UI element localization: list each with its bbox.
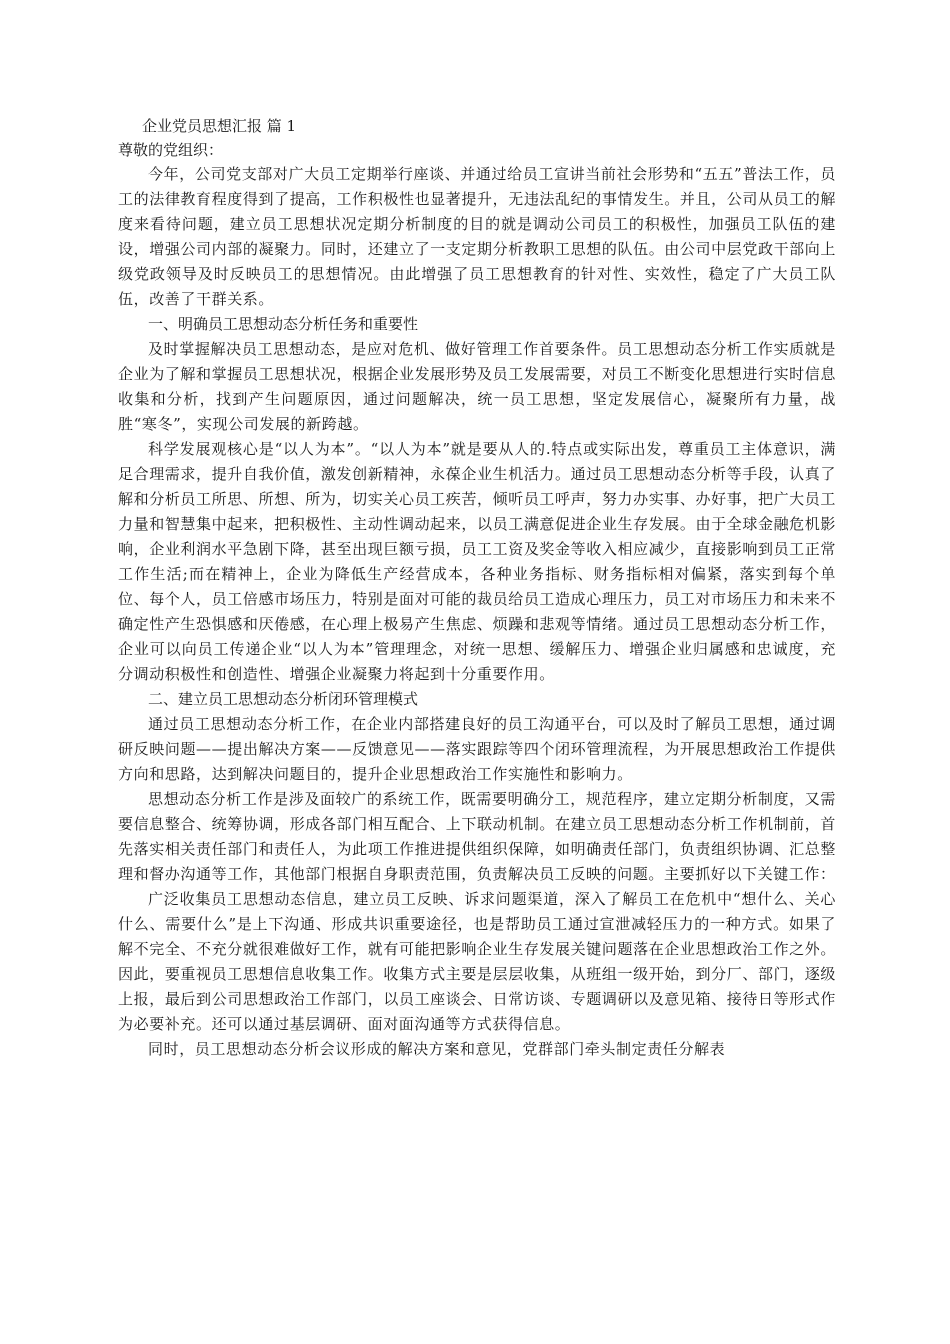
document-title: 企业党员思想汇报 篇 1 xyxy=(142,117,297,135)
paragraph-2-3: 广泛收集员工思想动态信息，建立员工反映、诉求问题渠道，深入了解员工在危机中“想什么、关心什么、需要什么”是上下沟通、形成共识重要途径，也是帮助员工通过宣泄减轻压力的一种方式。如果了解不完全、不充分就很难做好工作，就有可能把影响企业生存发展关键问题落在企业思想政治工作之外。因此，要重视员工思想信息收集工作。收集方式主要是层层收集，从班组一级开始，到分厂、部门，逐级上报，最后到公司思想政治工作部门，以员工座谈会、日常访谈、专题调研以及意见箱、接待日等形式作为必要补充。还可以通过基层调研、面对面沟通等方式获得信息。 xyxy=(118,890,836,1033)
paragraph-2-4: 同时，员工思想动态分析会议形成的解决方案和意见，党群部门牵头制定责任分解表 xyxy=(148,1040,726,1058)
section-heading-1: 一、明确员工思想动态分析任务和重要性 xyxy=(148,315,419,333)
paragraph-1-1: 及时掌握解决员工思想动态，是应对危机、做好管理工作首要条件。员工思想动态分析工作实质就是企业为了解和掌握员工思想状况，根据企业发展形势及员工发展需要，对员工不断变化思想进行实时信息收集和分析，找到产生问题原因，通过问题解决，统一员工思想，坚定发展信心，凝聚所有力量，战胜“寒冬”，实现公司发展的新跨越。 xyxy=(118,340,836,433)
paragraph-1-2: 科学发展观核心是“以人为本”。“以人为本”就是要从人的.特点或实际出发，尊重员工主体意识，满足合理需求，提升自我价值，激发创新精神，永葆企业生机活力。通过员工思想动态分析等手段，认真了解和分析员工所思、所想、所为，切实关心员工疾苦，倾听员工呼声，努力办实事、办好事，把广大员工力量和智慧集中起来，把积极性、主动性调动起来，以员工满意促进企业生存发展。由于全球金融危机影响，企业利润水平急剧下降，甚至出现巨额亏损，员工工资及奖金等收入相应减少，直接影响到员工正常工作生活;而在精神上，企业为降低生产经营成本，各种业务指标、财务指标相对偏紧，落实到每个单位、每个人，员工倍感市场压力，特别是面对可能的裁员给员工造成心理压力，员工对市场压力和未来不确定性产生恐惧感和厌倦感，在心理上极易产生焦虑、烦躁和悲观等情绪。通过员工思想动态分析工作，企业可以向员工传递企业“以人为本”管理理念，对统一思想、缓解压力、增强企业归属感和忠诚度，充分调动积极性和创造性、增强企业凝聚力将起到十分重要作用。 xyxy=(118,440,836,683)
paragraph-2-1: 通过员工思想动态分析工作，在企业内部搭建良好的员工沟通平台，可以及时了解员工思想，通过调研反映问题——提出解决方案——反馈意见——落实跟踪等四个闭环管理流程，为开展思想政治工作提供方向和思路，达到解决问题目的，提升企业思想政治工作实施性和影响力。 xyxy=(118,715,836,783)
salutation: 尊敬的党组织： xyxy=(118,141,224,159)
paragraph-2-2: 思想动态分析工作是涉及面较广的系统工作，既需要明确分工，规范程序，建立定期分析制度，又需要信息整合、统筹协调，形成各部门相互配合、上下联动机制。在建立员工思想动态分析工作机制前，首先落实相关责任部门和责任人，为此项工作推进提供组织保障，如明确责任部门，负责组织协调、汇总整理和督办沟通等工作，其他部门根据自身职责范围，负责解决员工反映的问题。主要抓好以下关键工作： xyxy=(118,790,836,883)
section-heading-2: 二、建立员工思想动态分析闭环管理模式 xyxy=(148,690,419,708)
paragraph-intro: 今年，公司党支部对广大员工定期举行座谈、并通过给员工宣讲当前社会形势和“五五”普法工作，员工的法律教育程度得到了提高，工作积极性也显著提升，无违法乱纪的事情发生。并且，公司从员工的解度来看待问题，建立员工思想状况定期分析制度的目的就是调动公司员工的积极性，加强员工队伍的建设，增强公司内部的凝聚力。同时，还建立了一支定期分析教职工思想的队伍。由公司中层党政干部向上级党政领导及时反映员工的思想情况。由此增强了员工思想教育的针对性、实效性，稳定了广大员工队伍，改善了干群关系。 xyxy=(118,165,836,308)
document-page xyxy=(118,114,836,1062)
